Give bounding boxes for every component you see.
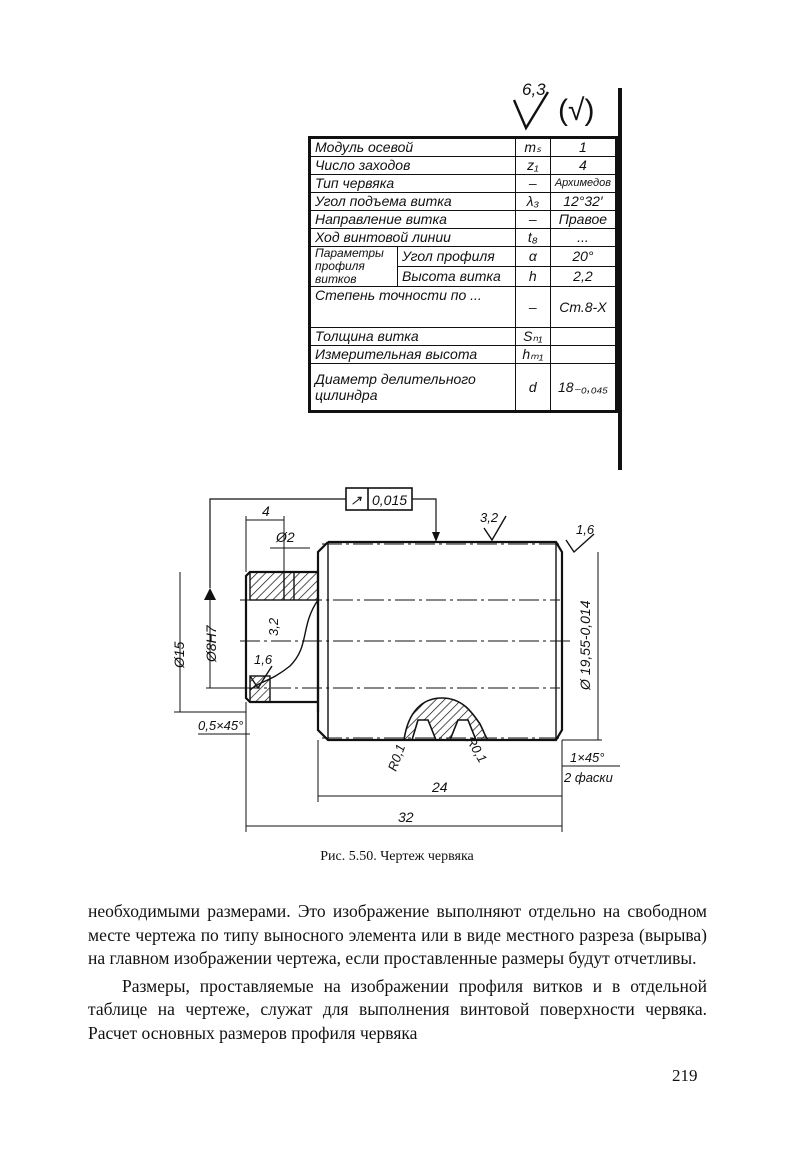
table-row	[310, 157, 617, 175]
param-name: Модуль осевой	[310, 138, 516, 157]
dim-4-label: 4	[262, 503, 270, 519]
dim-chamfer-left: 0,5×45°	[198, 718, 244, 733]
param-name: Угол профиля	[398, 247, 516, 267]
table-row	[310, 175, 617, 193]
page-number: 219	[672, 1066, 698, 1085]
param-name: Диаметр делительного цилиндра	[310, 364, 516, 412]
param-name: Толщина витка	[310, 328, 516, 346]
dim-r1-label: R0,1	[384, 742, 409, 774]
param-name: Степень точности по ...	[310, 287, 516, 328]
tolerance-value: 0,015	[372, 492, 408, 508]
param-value: 18₋₀,₀₄₅	[550, 364, 616, 412]
param-symbol: h	[515, 267, 550, 287]
param-value	[550, 346, 616, 364]
param-value: 4	[550, 157, 616, 175]
frame-border	[618, 88, 622, 470]
param-symbol: –	[515, 211, 550, 229]
note-chamfer	[562, 750, 620, 785]
param-symbol: z₁	[515, 157, 550, 175]
body-text	[88, 900, 707, 1045]
param-value: Правое	[550, 211, 616, 229]
roughness-chamfer-label: 1,6	[254, 652, 273, 667]
param-symbol: –	[515, 287, 550, 328]
param-name: Измерительная высота	[310, 346, 516, 364]
roughness-top	[480, 510, 506, 540]
dim-32-label: 32	[398, 809, 414, 825]
param-symbol: λ₃	[515, 193, 550, 211]
table-row	[310, 287, 617, 328]
table-row	[310, 138, 617, 157]
note-chamfer-label: 1×45°	[570, 750, 605, 765]
dim-d19	[562, 552, 602, 740]
dim-d8	[203, 600, 248, 688]
param-value: Ст.8-X	[550, 287, 616, 328]
dim-hole-label: Ø2	[276, 529, 295, 545]
dim-24-label: 24	[432, 779, 448, 795]
table-row	[310, 211, 617, 229]
param-group: Параметры профиля витков	[310, 247, 398, 287]
param-symbol: d	[515, 364, 550, 412]
roughness-right-label: 1,6	[576, 522, 595, 537]
param-value	[550, 328, 616, 346]
dim-r2-label: R0,1	[463, 734, 491, 766]
dim-d15-label: Ø15	[171, 641, 187, 668]
dim-24	[318, 740, 562, 802]
roughness-right	[566, 522, 595, 552]
param-symbol: hₘ₁	[515, 346, 550, 364]
roughness-hole-label: 3,2	[266, 617, 281, 636]
param-value: 12°32′	[550, 193, 616, 211]
param-value: 20°	[550, 247, 616, 267]
figure-caption: Рис. 5.50. Чертеж червяка	[320, 849, 474, 864]
roughness-top-label: 3,2	[480, 510, 499, 525]
table-row	[310, 364, 617, 412]
param-name: Направление витка	[310, 211, 516, 229]
param-name: Ход винтовой линии	[310, 229, 516, 247]
table-row	[310, 346, 617, 364]
worm-parameters-table	[308, 136, 618, 413]
table-row	[310, 328, 617, 346]
dim-hole	[270, 529, 310, 548]
table-row	[310, 229, 617, 247]
table-row	[310, 247, 617, 267]
param-symbol: mₛ	[515, 138, 550, 157]
table-row	[310, 193, 617, 211]
param-name: Угол подъема витка	[310, 193, 516, 211]
param-symbol: α	[515, 247, 550, 267]
worm-drawing	[150, 476, 650, 836]
param-value: 1	[550, 138, 616, 157]
param-value: ...	[550, 229, 616, 247]
param-symbol: –	[515, 175, 550, 193]
shaft-hub	[246, 572, 318, 702]
dim-d8-label: Ø8H7	[203, 625, 219, 662]
param-value: 2,2	[550, 267, 616, 287]
paragraph: необходимыми размерами. Это изображение выполняют отдельно на свободном месте чертежа по типу выносного элемента или в виде местного разреза (вырыва) на главном изображении чертежа, если проставленные размеры будут отчетливы.	[88, 901, 707, 968]
tolerance-symbol: ↗	[350, 492, 362, 508]
param-value: Архимедов	[550, 175, 616, 193]
note-chamfer2-label: 2 фаски	[564, 770, 613, 785]
param-symbol: Sₙ₁	[515, 328, 550, 346]
roughness-symbol	[500, 78, 630, 138]
param-symbol: t₈	[515, 229, 550, 247]
dim-d19-label: Ø 19,55-0,014	[577, 600, 593, 690]
roughness-value: 6,3	[522, 80, 546, 99]
param-name: Тип червяка	[310, 175, 516, 193]
paragraph: Размеры, проставляемые на изображении профиля витков и в отдельной таблице на чертеже, служат для выполнения винтовой поверхности червяка. Расчет основных размеров профиля червяка	[88, 975, 707, 1043]
roughness-bracket: (√)	[558, 94, 595, 127]
param-name: Число заходов	[310, 157, 516, 175]
dim-32	[246, 702, 562, 832]
param-name: Высота витка	[398, 267, 516, 287]
